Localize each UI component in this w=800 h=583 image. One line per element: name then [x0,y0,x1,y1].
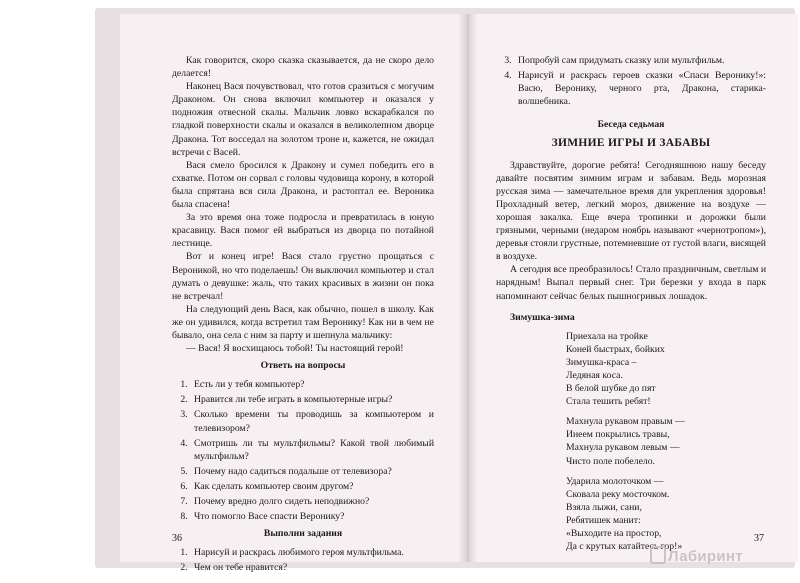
poem-line: Приехала на тройке [566,330,648,342]
poem-stanza [566,330,766,409]
watermark: Лабиринт [668,548,743,565]
paragraph: А сегодня все преобразилось! Стало праздничным, светлым и нарядным! Выпал первый снег. Три березки у входа в парк напоминают сейчас белых пышногривых лошадок. [496,264,766,302]
poem-line: Чисто поле побелело. [566,455,655,467]
poem-line: Махнула рукавом правым — [566,416,685,428]
paragraph: На следующий день Вася, как обычно, пошел в школу. Как же он удивился, когда встретил там Веронику! Как ни в чем не бывало, она села с ним за парту и шепнула мальчику: [172,303,434,341]
book-spine-shadow [458,14,478,562]
poem-line: Сковала реку мосточком. [566,488,670,500]
list-item: 1. Нарисуй и раскрась любимого героя мультфильма. [190,546,434,559]
left-page [120,14,469,574]
poem-line: Махнула рукавом левым — [566,442,680,454]
poem-line: Да с крутых катайтесь гор!» [566,541,683,553]
paragraph: Вася смело бросился к Дракону и сумел победить его в схватке. Потом он сорвал с головы чудовища корону, в которой была спрятана вся сила Дракона, и растоптал ее. Вероника была спасена! [172,159,434,211]
list-item: 3. Сколько времени ты проводишь за компьютером и телевизором? [190,408,434,434]
poem-line: «Выходите на простор, [566,528,662,539]
list-item: 3. Попробуй сам придумать сказку или мультфильм. [514,54,766,67]
list-item: 4. Нарисуй и раскрась героев сказки «Спаси Веронику!»: Васю, Веронику, черного рта, Дракона, старика-волшебника. [514,69,766,108]
page-number: 36 [172,533,182,544]
tasks-heading: Выполни задания [263,528,343,540]
list-item: 2. Чем он тебе нравится? [190,561,434,574]
questions-heading: Ответь на вопросы [260,360,346,372]
right-text-column [496,54,766,560]
list-item: 8. Что помогло Васе спасти Веронику? [190,510,434,523]
right-page [468,14,798,562]
questions-list [172,378,434,523]
tasks-list-continued [496,54,766,108]
left-text-column [172,54,434,576]
list-item: 6. Как сделать компьютер своим другом? [190,480,434,493]
poem-line: Взяла лыжи, сани, [566,501,642,513]
poem-stanza [566,415,766,467]
poem-line: Ледяная коса. [566,369,623,381]
list-item: 7. Почему вредно долго сидеть неподвижно? [190,495,434,508]
paragraph: Как говорится, скоро сказка сказывается, да не скоро дело делается! [172,55,434,80]
lesson-label: Беседа седьмая [597,119,665,131]
list-item: 2. Нравится ли тебе играть в компьютерные игры? [190,393,434,406]
list-item: 4. Смотришь ли ты мультфильмы? Какой твой любимый мультфильм? [190,437,434,463]
poem-line: Коней быстрых, бойких [566,343,665,355]
tasks-list [172,546,434,574]
labyrinth-logo-icon [650,546,666,564]
poem-stanza [566,475,766,554]
page-number: 37 [754,533,764,544]
poem-title: Зимушка-зима [510,311,575,323]
paragraph: Наконец Вася почувствовал, что готов сразиться с могучим Драконом. Он снова включил компьютер и оказался у подножия отвесной скалы. Мальчик ловко вскарабкался по гладкой поверхности скалы и оказался в великолепном дворце Дракона. Тот восседал на золотом троне и, кажется, не ожидал встречи с Васей. [172,81,434,158]
poem-line: Инеем покрылись травы, [566,429,670,441]
poem-line: В белой шубке до пят [566,383,656,395]
poem-line: Зимушка-краса – [566,356,637,368]
paragraph: Вот и конец игре! Вася стало грустно прощаться с Вероникой, но что поделаешь! Он выключил компьютер и стал думать о девушке: жаль, что таких красивых в жизни он пока не встречал! [172,251,434,302]
poem-line: Стала тешить ребят! [566,396,651,408]
paragraph: — Вася! Я восхищаюсь тобой! Ты настоящий герой! [186,343,404,355]
lesson-title: ЗИМНИЕ ИГРЫ И ЗАБАВЫ [551,137,711,150]
poem-line: Ребятишек манит: [566,514,641,526]
paragraph: Здравствуйте, дорогие ребята! Сегодняшнюю нашу беседу давайте посвятим зимним играм и забавам. Ведь морозная русская зима — замечательное время для укрепления здоровья! Прохладный ветер, легкий мороз, движение на воздухе — хорошая закалка. Еще вчера тропинки и дорожки были грязными, черными (недаром ноябрь называют «чернотропом»), деревья стояли грустные, потемневшие от густой влаги, висящей в воздухе. [496,159,766,263]
paragraph: За это время она тоже подросла и превратилась в юную красавицу. Вася помог ей выбраться из дворца по потайной лестнице. [172,212,434,250]
list-item: 5. Почему надо садиться подальше от телевизора? [190,465,434,478]
list-item: 1. Есть ли у тебя компьютер? [190,378,434,391]
poem-line: Ударила молоточком — [566,475,664,487]
